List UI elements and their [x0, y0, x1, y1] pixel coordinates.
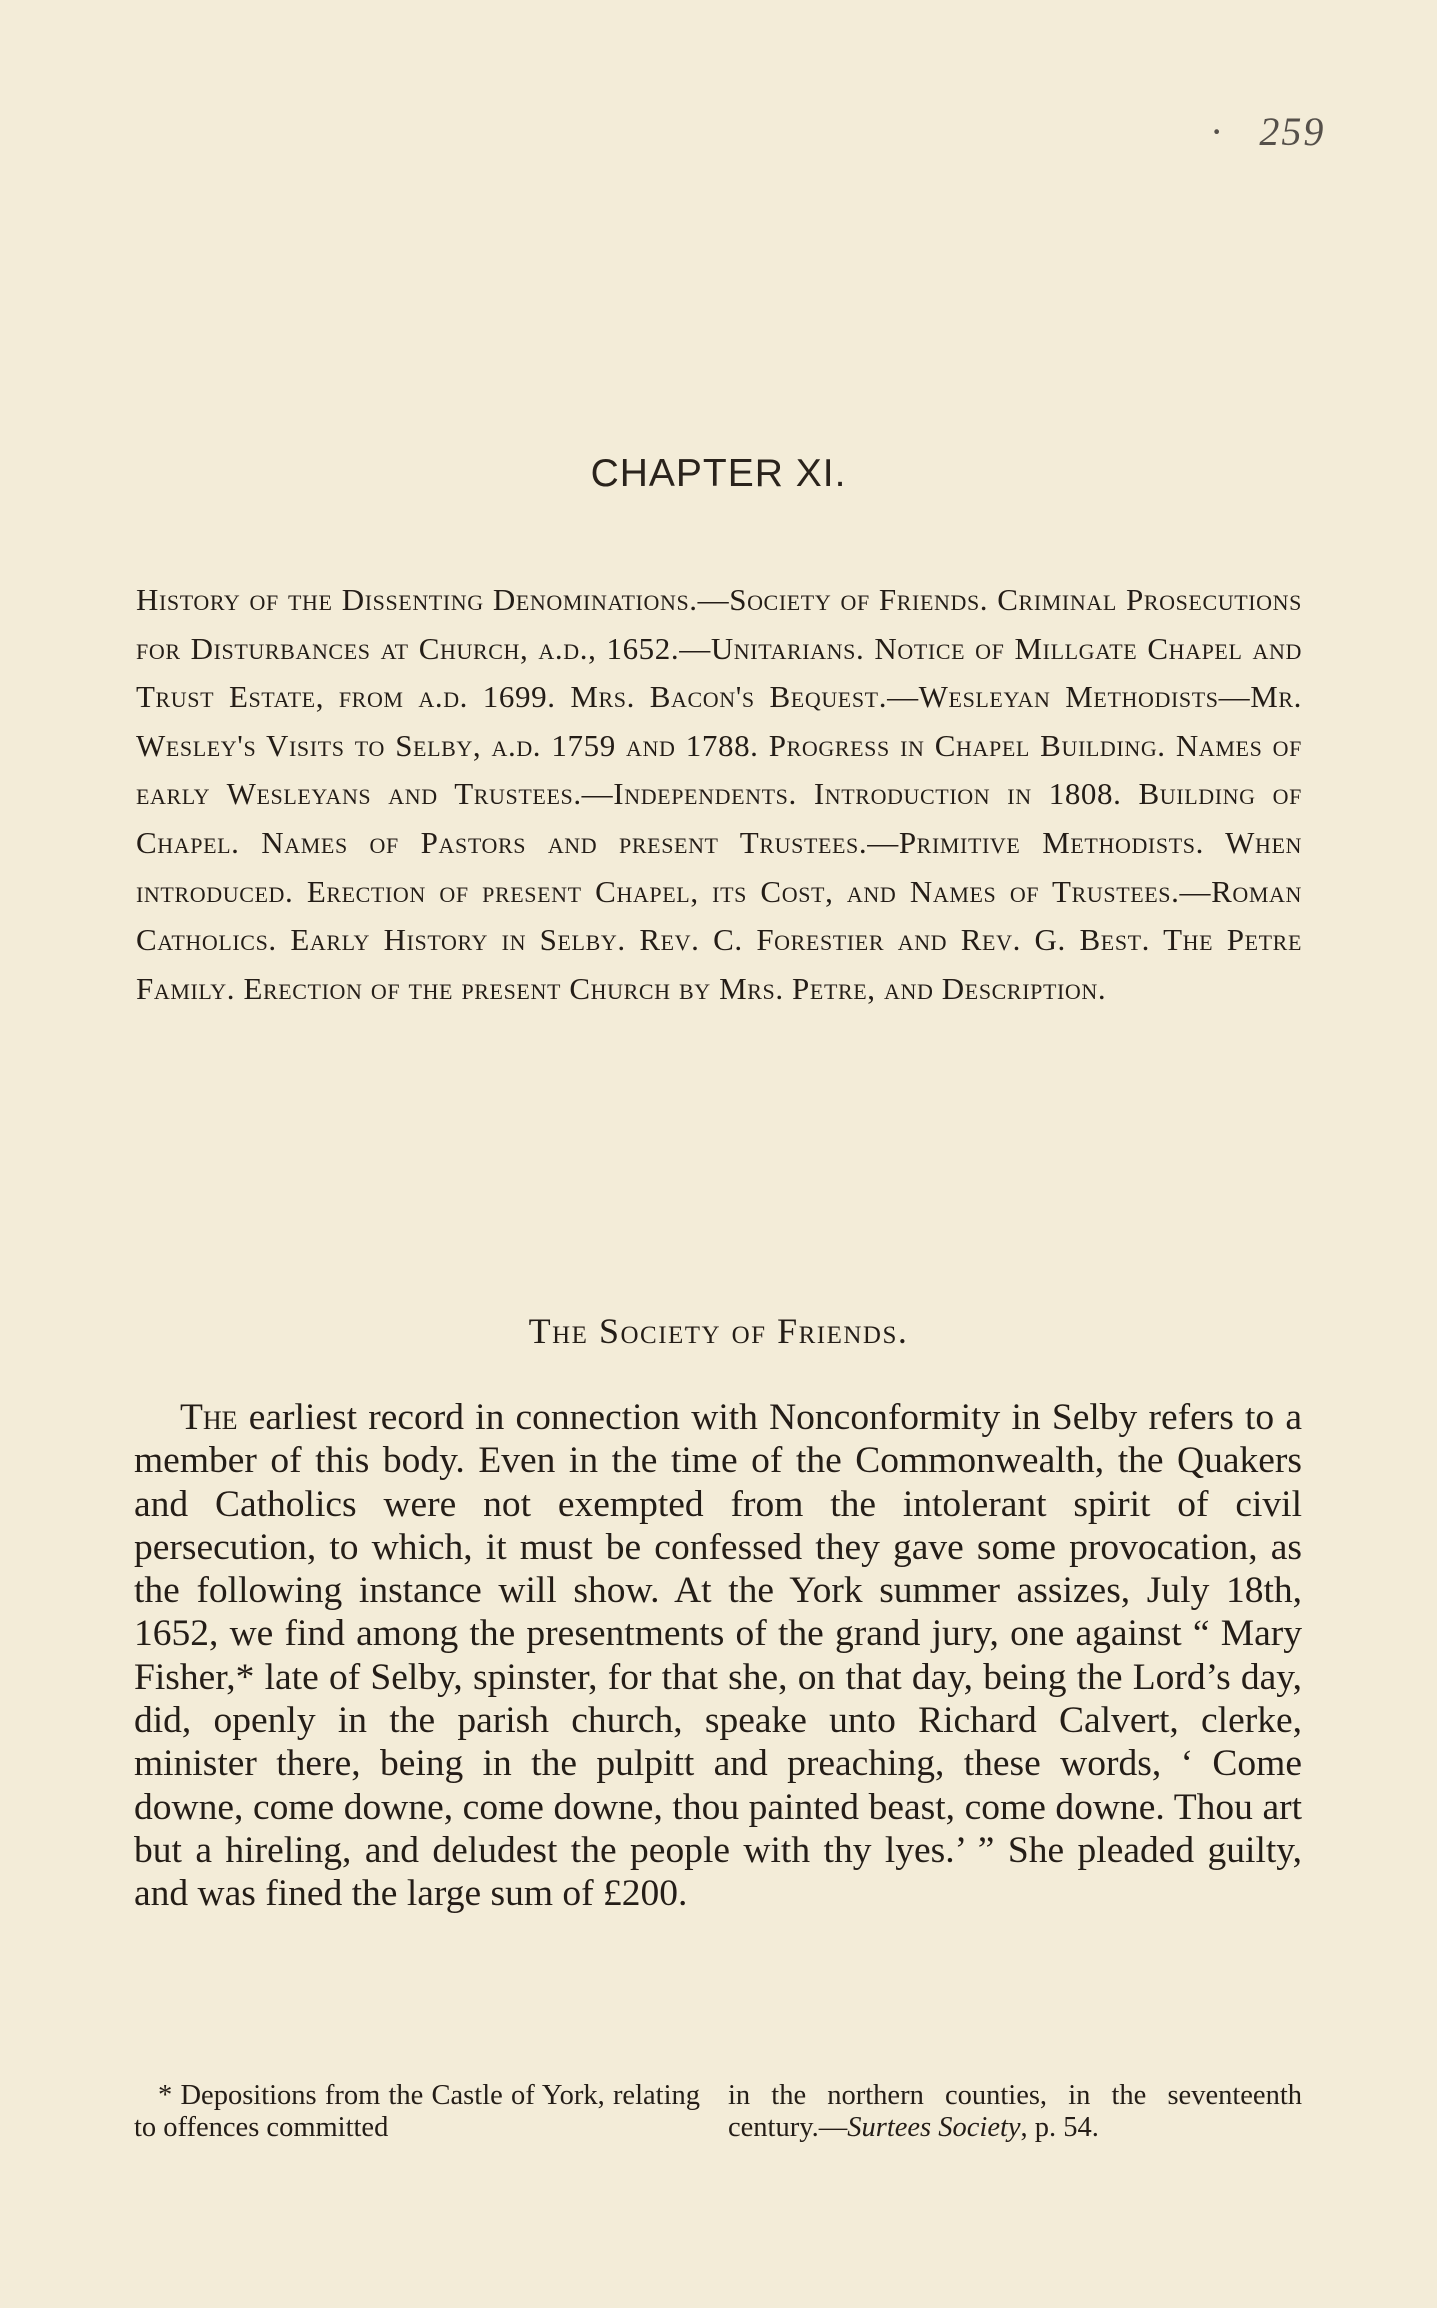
footnote-left: * Depositions from the Castle of York, relating to offences committed [134, 2080, 700, 2143]
synopsis-text: History of the Dissenting Denominations.—Society of Friends. Criminal Prosecutions for Disturbances at Church, a.d., 1652.—Unitarians. Notice of Millgate Chapel and Trust Estate, from a.d. 1699. Mrs. Bacon's Bequest.—Wesleyan Methodists—Mr. Wesley's Visits to Selby, a.d. 1759 and 1788. Progress in Chapel Building. Names of early Wesleyans and Trustees.—Independents. Introduction in 1808. Building of Chapel. Names of Pastors and present Trustees.—Primitive Methodists. When introduced. Erection of present Chapel, its Cost, and Names of Trustees.—Roman Catholics. Early History in Selby. Rev. C. Forestier and Rev. G. Best. The Petre Family. Erection of the present Church by Mrs. Petre, and Description. [136, 582, 1302, 1006]
footnote-source: Surtees Society [847, 2112, 1021, 2143]
chapter-synopsis [136, 576, 1302, 1013]
page-number [1210, 108, 1326, 155]
footnote [134, 2080, 1302, 2144]
body-paragraph [134, 1396, 1302, 1916]
body-text: earliest record in connection with Nonconformity in Selby refers to a member of this body. Even in the time of the Commonwealth, the Quakers and Catholics were not exempted from the intolerant spirit of civil persecution, to which, it must be confessed they gave some provocation, as the following instance will show. At the York summer assizes, July 18th, 1652, we find among the presentments of the grand jury, one against “ Mary Fisher,* late of Selby, spinster, for that she, on that day, being the Lord’s day, did, openly in the parish church, speake unto Richard Calvert, clerke, minister there, being in the pulpitt and preaching, these words, ‘ Come downe, come downe, come downe, thou painted beast, come downe. Thou art but a hireling, and deludest the people with thy lyes.’ ” She pleaded guilty, and was fined the large sum of £200. [134, 1397, 1302, 1915]
section-heading: The Society of Friends. [528, 1311, 909, 1351]
page-dot: · [1210, 109, 1226, 154]
footnote-page: , p. 54. [1020, 2112, 1099, 2143]
chapter-title: CHAPTER XI. [590, 452, 847, 495]
page-number-text: 259 [1259, 109, 1326, 154]
footnote-right [728, 2080, 1302, 2144]
footnote-right-text: in the northern counties, in the seventeenth century.— [728, 2080, 1302, 2143]
lead-word: The [180, 1397, 238, 1438]
